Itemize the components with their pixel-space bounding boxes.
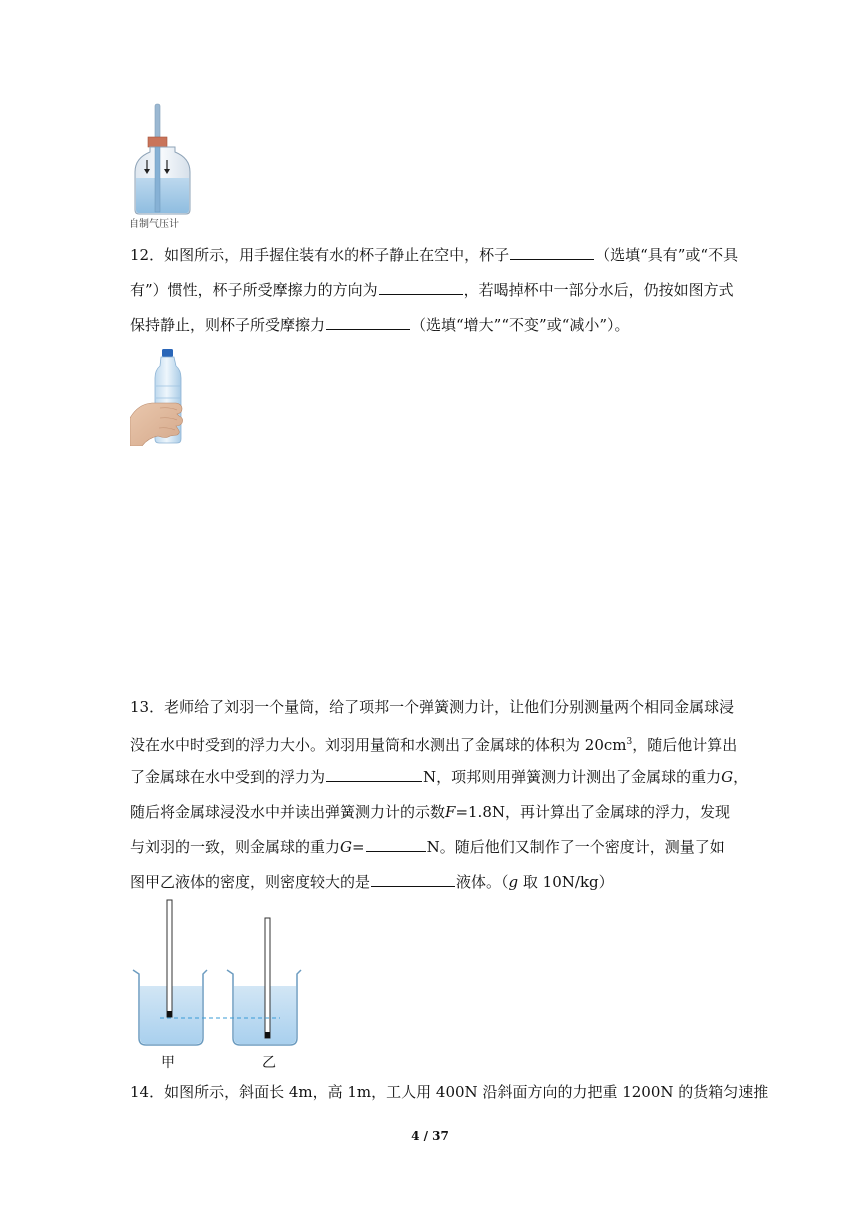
hand-bottle-figure — [130, 346, 188, 446]
q12-blank-3[interactable] — [326, 315, 410, 330]
beakers-illustration — [130, 898, 310, 1048]
beaker-label-yi: 乙 — [262, 1055, 276, 1071]
barometer-illustration — [128, 100, 198, 215]
beaker-jia — [133, 900, 207, 1045]
q14-line-1: 14．如图所示，斜面长 4m，高 1m，工人用 400N 沿斜面方向的力把重 1200N 的货箱匀速推 — [130, 1083, 769, 1101]
q13-line-6: 图甲乙液体的密度，则密度较大的是 液体。（g 取 10N/kg） — [130, 873, 614, 891]
q13-blank-2[interactable] — [366, 837, 426, 852]
q12-blank-2[interactable] — [379, 280, 463, 295]
beaker-yi — [227, 918, 301, 1045]
barometer-figure — [128, 100, 198, 228]
q13-line-1: 13．老师给了刘羽一个量筒，给了项邦一个弹簧测力计，让他们分别测量两个相同金属球浸 — [130, 698, 735, 716]
beakers-figure — [130, 898, 310, 1070]
q12-line-2: 有”）惯性，杯子所受摩擦力的方向为 ，若喝掉杯中一部分水后，仍按如图方式 — [130, 281, 734, 299]
beaker-label-jia: 甲 — [161, 1055, 175, 1071]
q13-line-4: 随后将金属球浸没水中并读出弹簧测力计的示数F=1.8N，再计算出了金属球的浮力，发现 — [130, 803, 730, 821]
q13-blank-1[interactable] — [326, 767, 422, 782]
barometer-caption: 自制气压计 — [129, 219, 179, 230]
q13-line-2: 没在水中时受到的浮力大小。刘羽用量筒和水测出了金属球的体积为 $20cm^3$，随后他计算出 — [130, 736, 738, 754]
q12-line-3: 保持静止，则杯子所受摩擦力 （选填“增大”“不变”或“减小”）。 — [130, 316, 630, 334]
q12-line-1: 12．如图所示，用手握住装有水的杯子静止在空中，杯子 （选填“具有”或“不具 — [130, 246, 739, 264]
q13-blank-3[interactable] — [371, 872, 455, 887]
q13-line-3: 了金属球在水中受到的浮力为 N，项邦则用弹簧测力计测出了金属球的重力G， — [130, 768, 749, 786]
q12-blank-1[interactable] — [510, 245, 594, 260]
page-number: 4 / 37 — [411, 1129, 449, 1143]
hand-bottle-illustration — [130, 346, 188, 446]
q13-line-5: 与刘羽的一致，则金属球的重力G= N。随后他们又制作了一个密度计，测量了如 — [130, 838, 725, 856]
